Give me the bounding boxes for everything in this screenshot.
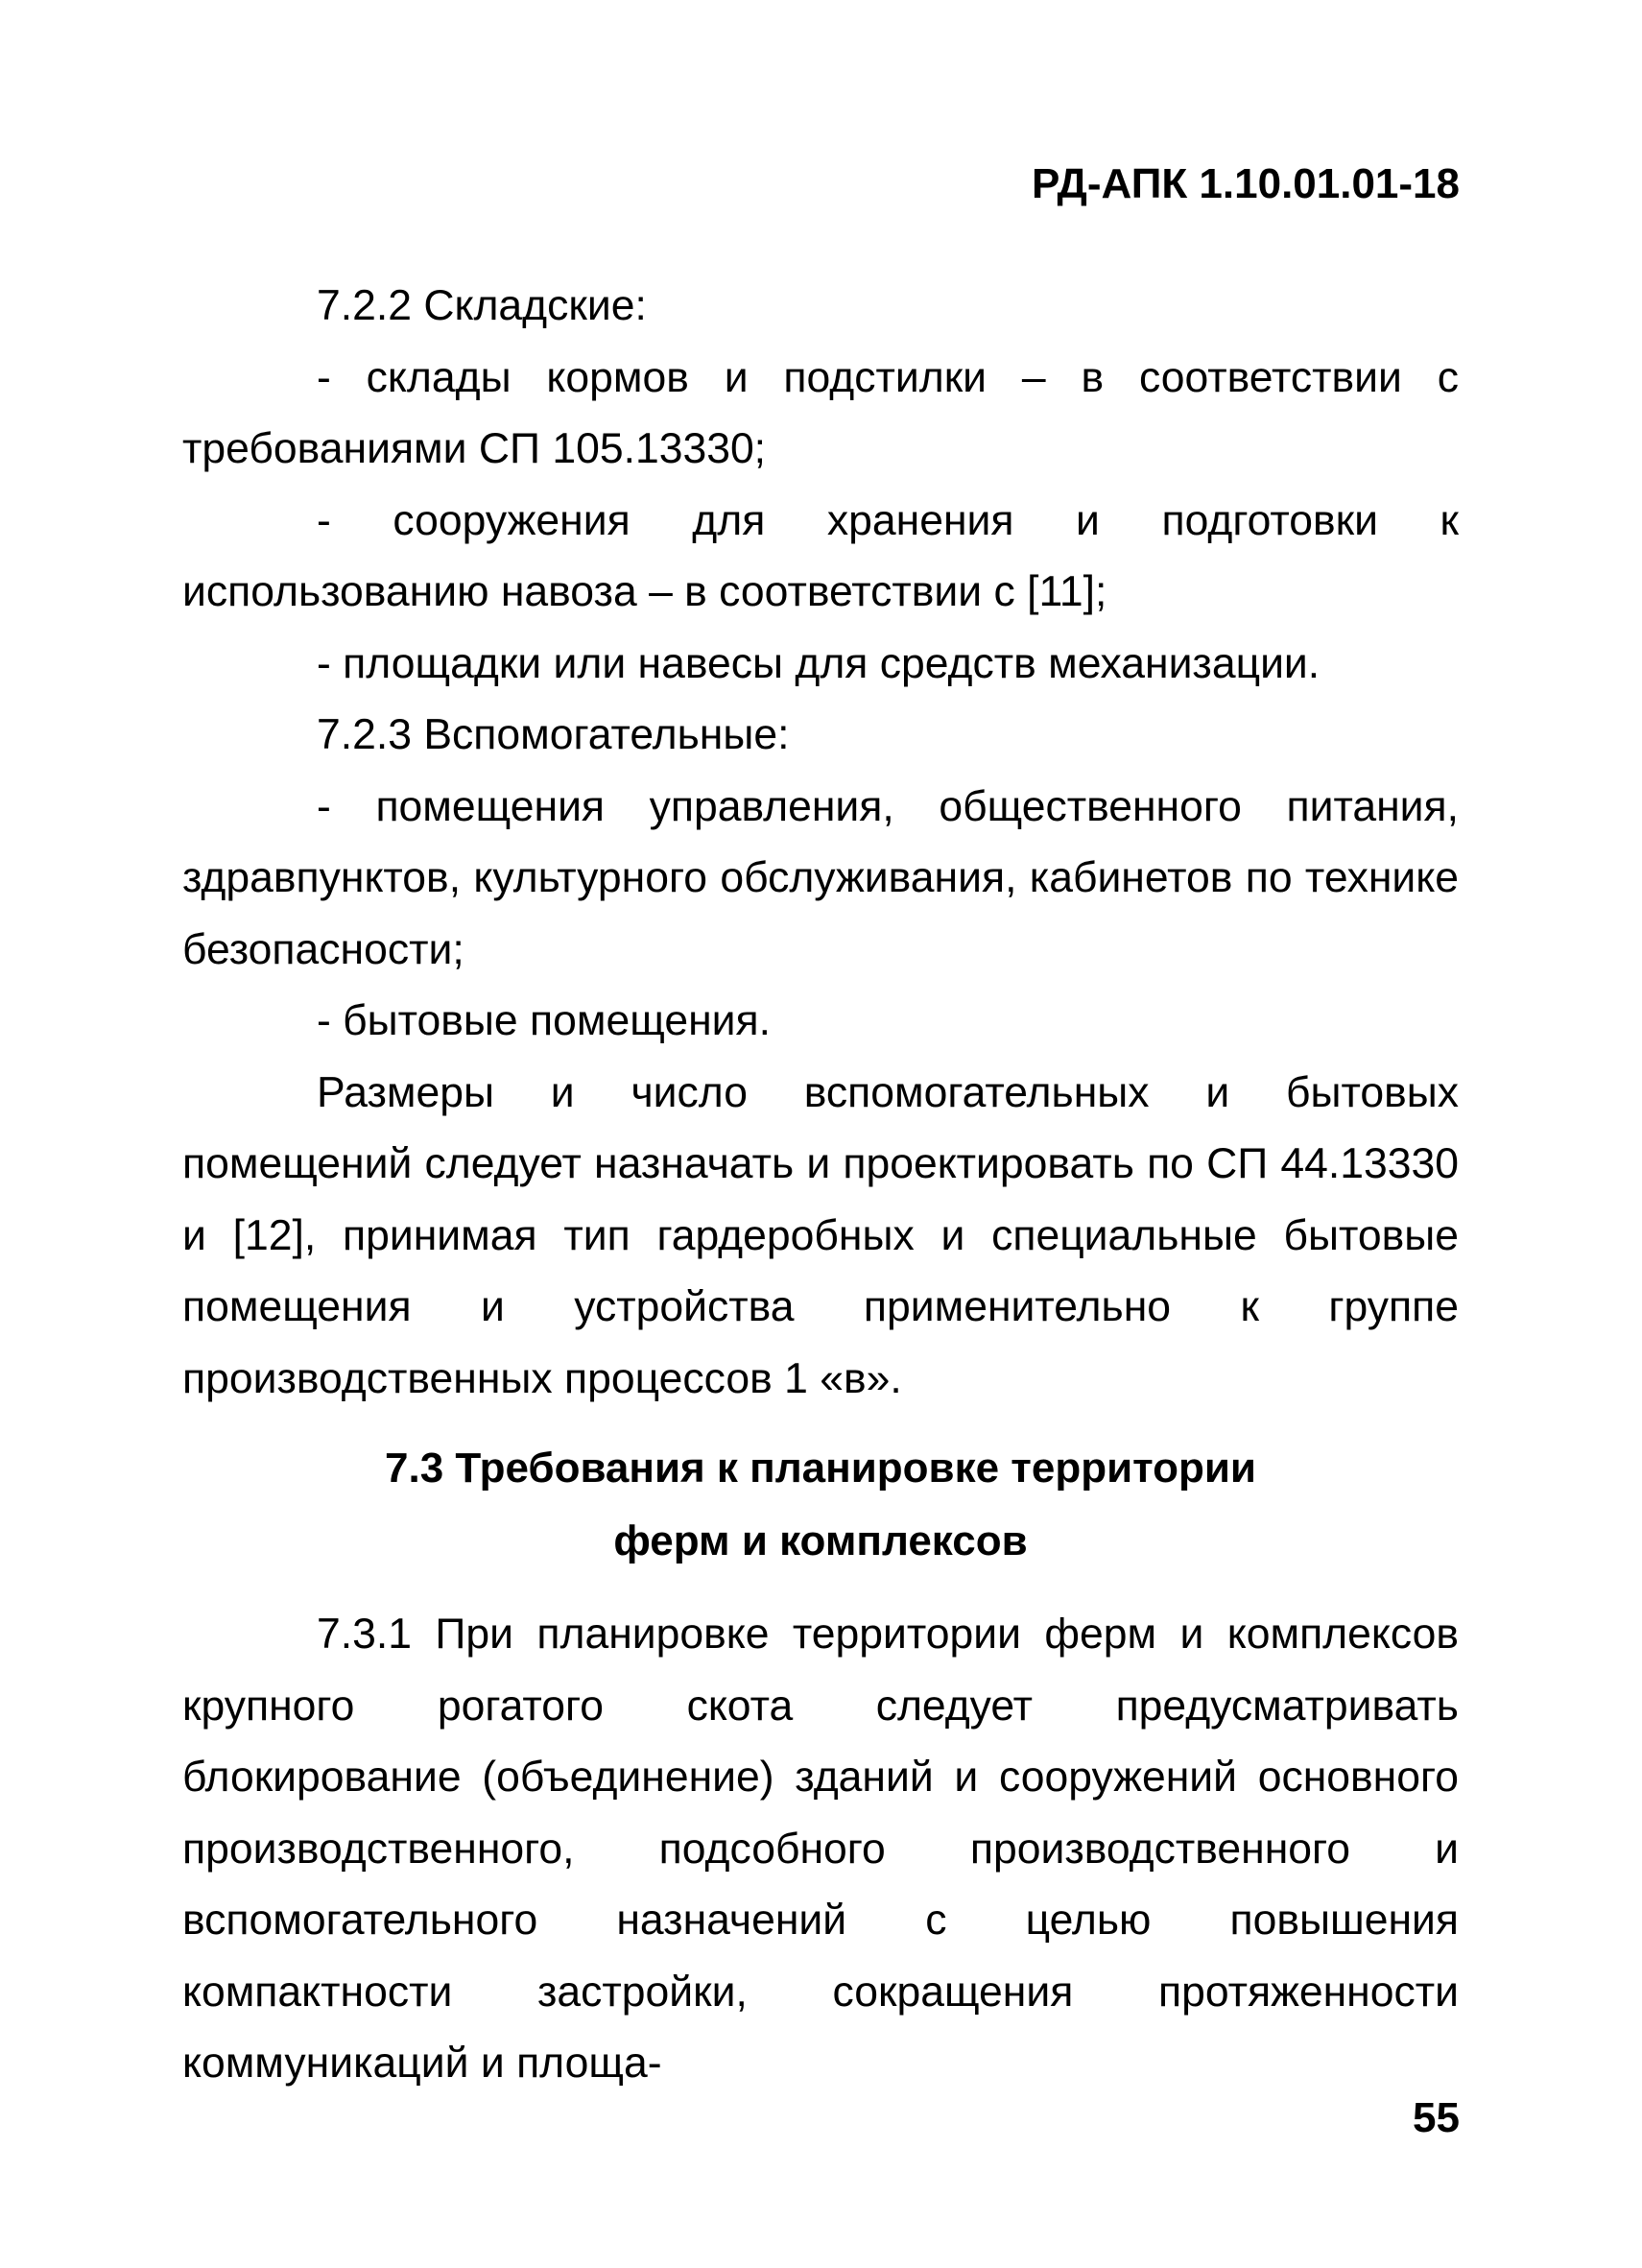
section-7-2-3-title: 7.2.3 Вспомогательные: <box>317 711 790 758</box>
list-item-manure-facilities: - сооружения для хранения и подготовки к использованию навоза – в соответствии с [11]; <box>182 496 1459 615</box>
section-7-2-2-title: 7.2.2 Складские: <box>317 282 647 329</box>
paragraph-7-3-1: 7.3.1 При планировке территории ферм и комплексов крупного рогатого скота следует предусматривать блокирование (объединение) зданий и сооружений основного производственного, подсобного производственного и вспомогательного назначений с целью повышения компактности застройки, сокращения протяженности коммуникаций и площа- <box>182 1611 1459 2087</box>
section-heading-line-1: 7.3 Требования к планировке территории <box>385 1444 1256 1492</box>
list-item-management-rooms: - помещения управления, общественного питания, здравпунктов, культурного обслуживания, кабинетов по технике безопасности; <box>182 782 1459 973</box>
list-item-feed-warehouses: - склады кормов и подстилки – в соответствии с требованиями СП 105.13330; <box>182 353 1459 472</box>
list-item-household-rooms: - бытовые помещения. <box>317 997 771 1044</box>
page-body <box>182 271 1459 2100</box>
list-item-mechanization-areas: - площадки или навесы для средств механизации. <box>317 639 1321 687</box>
section-heading-line-2: ферм и комплексов <box>613 1517 1028 1564</box>
paragraph-room-sizes: Размеры и число вспомогательных и бытовых помещений следует назначать и проектировать по СП 44.13330 и [12], принимая тип гардеробных и специальные бытовые помещения и устройства применительно к группе производственных процессов 1 «в». <box>182 1068 1459 1402</box>
section-7-3-heading <box>182 1432 1459 1578</box>
page-number: 55 <box>1413 2094 1460 2141</box>
document-code-header: РД-АПК 1.10.01.01-18 <box>1031 160 1460 207</box>
